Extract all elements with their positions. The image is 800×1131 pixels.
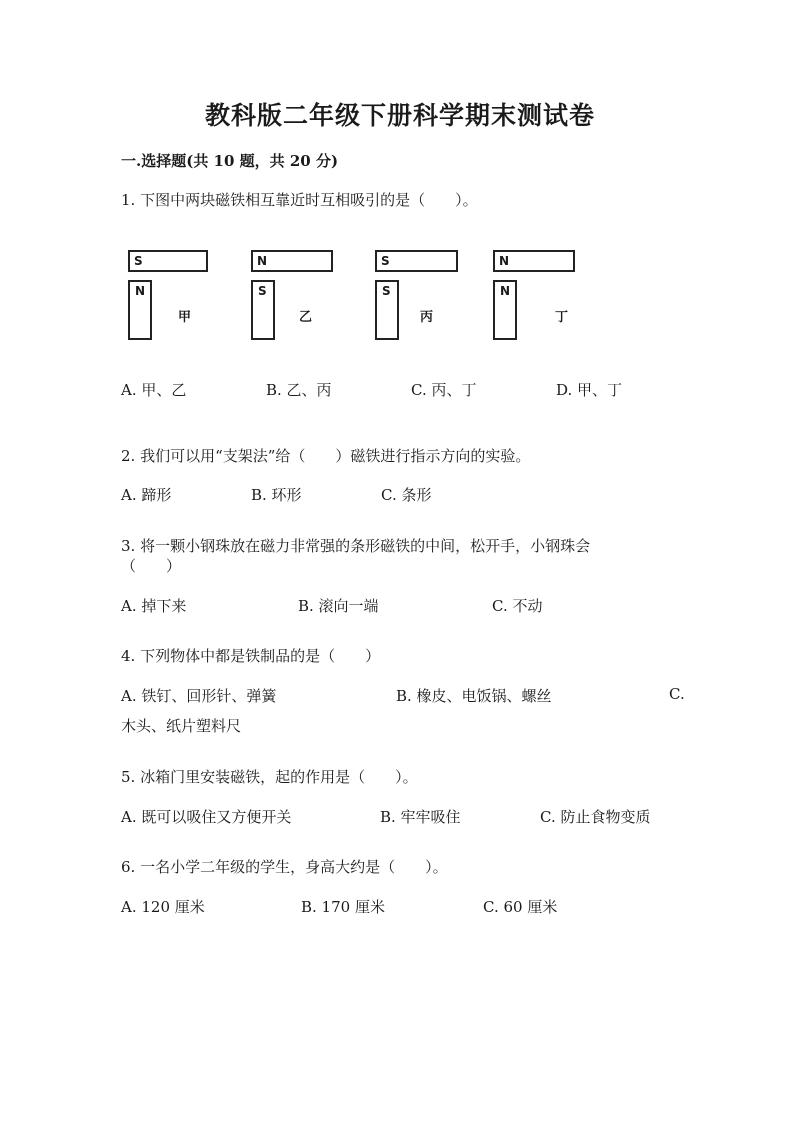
magnet-figure-jia bbox=[128, 250, 214, 342]
q2-option-c: C. 条形 bbox=[381, 486, 432, 504]
q6-option-b: B. 170 厘米 bbox=[301, 898, 385, 916]
q4-option-a: A. 铁钉、回形针、弹簧 bbox=[121, 687, 277, 705]
vertical-magnet bbox=[493, 280, 517, 340]
q1-option-d: D. 甲、丁 bbox=[556, 381, 623, 399]
magnet-figure-ding bbox=[493, 250, 579, 342]
vertical-magnet bbox=[251, 280, 275, 340]
pole-label: S bbox=[382, 284, 391, 298]
question-4: 4. 下列物体中都是铁制品的是（ ） bbox=[121, 647, 381, 665]
horizontal-magnet bbox=[128, 250, 208, 272]
question-3-blank: （ ） bbox=[121, 557, 182, 575]
horizontal-magnet bbox=[493, 250, 575, 272]
q1-option-b: B. 乙、丙 bbox=[266, 381, 332, 399]
q1-option-a: A. 甲、乙 bbox=[121, 381, 187, 399]
horizontal-magnet bbox=[375, 250, 458, 272]
figure-label: 丁 bbox=[555, 310, 569, 325]
pole-label: S bbox=[381, 254, 390, 268]
q6-option-a: A. 120 厘米 bbox=[121, 898, 205, 916]
pole-label: N bbox=[500, 284, 511, 298]
q4-option-c-continued: 木头、纸片塑料尺 bbox=[121, 717, 242, 735]
q4-option-c: C. bbox=[669, 685, 685, 703]
section-heading: 一.选择题(共 10 题，共 20 分) bbox=[121, 152, 339, 170]
pole-label: N bbox=[499, 254, 510, 268]
question-5: 5. 冰箱门里安装磁铁，起的作用是（ ）。 bbox=[121, 768, 418, 786]
pole-label: N bbox=[257, 254, 268, 268]
question-2: 2. 我们可以用“支架法”给（ ）磁铁进行指示方向的实验。 bbox=[121, 447, 531, 465]
q1-option-c: C. 丙、丁 bbox=[411, 381, 477, 399]
figure-label: 甲 bbox=[178, 310, 192, 325]
q4-option-b: B. 橡皮、电饭锅、螺丝 bbox=[396, 687, 552, 705]
q3-option-c: C. 不动 bbox=[492, 597, 543, 615]
vertical-magnet bbox=[128, 280, 152, 340]
question-3: 3. 将一颗小钢珠放在磁力非常强的条形磁铁的中间，松开手，小钢珠会 bbox=[121, 537, 591, 555]
pole-label: S bbox=[134, 254, 143, 268]
q6-option-c: C. 60 厘米 bbox=[483, 898, 558, 916]
horizontal-magnet bbox=[251, 250, 333, 272]
q5-option-a: A. 既可以吸住又方便开关 bbox=[121, 808, 292, 826]
figure-label: 丙 bbox=[420, 310, 434, 325]
pole-label: S bbox=[258, 284, 267, 298]
figure-label: 乙 bbox=[299, 310, 313, 325]
q5-option-b: B. 牢牢吸住 bbox=[380, 808, 461, 826]
question-6: 6. 一名小学二年级的学生，身高大约是（ ）。 bbox=[121, 858, 448, 876]
page-title: 教科版二年级下册科学期末测试卷 bbox=[204, 101, 595, 130]
vertical-magnet bbox=[375, 280, 399, 340]
q5-option-c: C. 防止食物变质 bbox=[540, 808, 651, 826]
q2-option-a: A. 蹄形 bbox=[121, 486, 172, 504]
magnet-figure-bing bbox=[375, 250, 461, 342]
q3-option-b: B. 滚向一端 bbox=[298, 597, 379, 615]
question-1: 1. 下图中两块磁铁相互靠近时互相吸引的是（ ）。 bbox=[121, 191, 478, 209]
q2-option-b: B. 环形 bbox=[251, 486, 302, 504]
q3-option-a: A. 掉下来 bbox=[121, 597, 187, 615]
pole-label: N bbox=[135, 284, 146, 298]
magnet-figure-yi bbox=[251, 250, 337, 342]
